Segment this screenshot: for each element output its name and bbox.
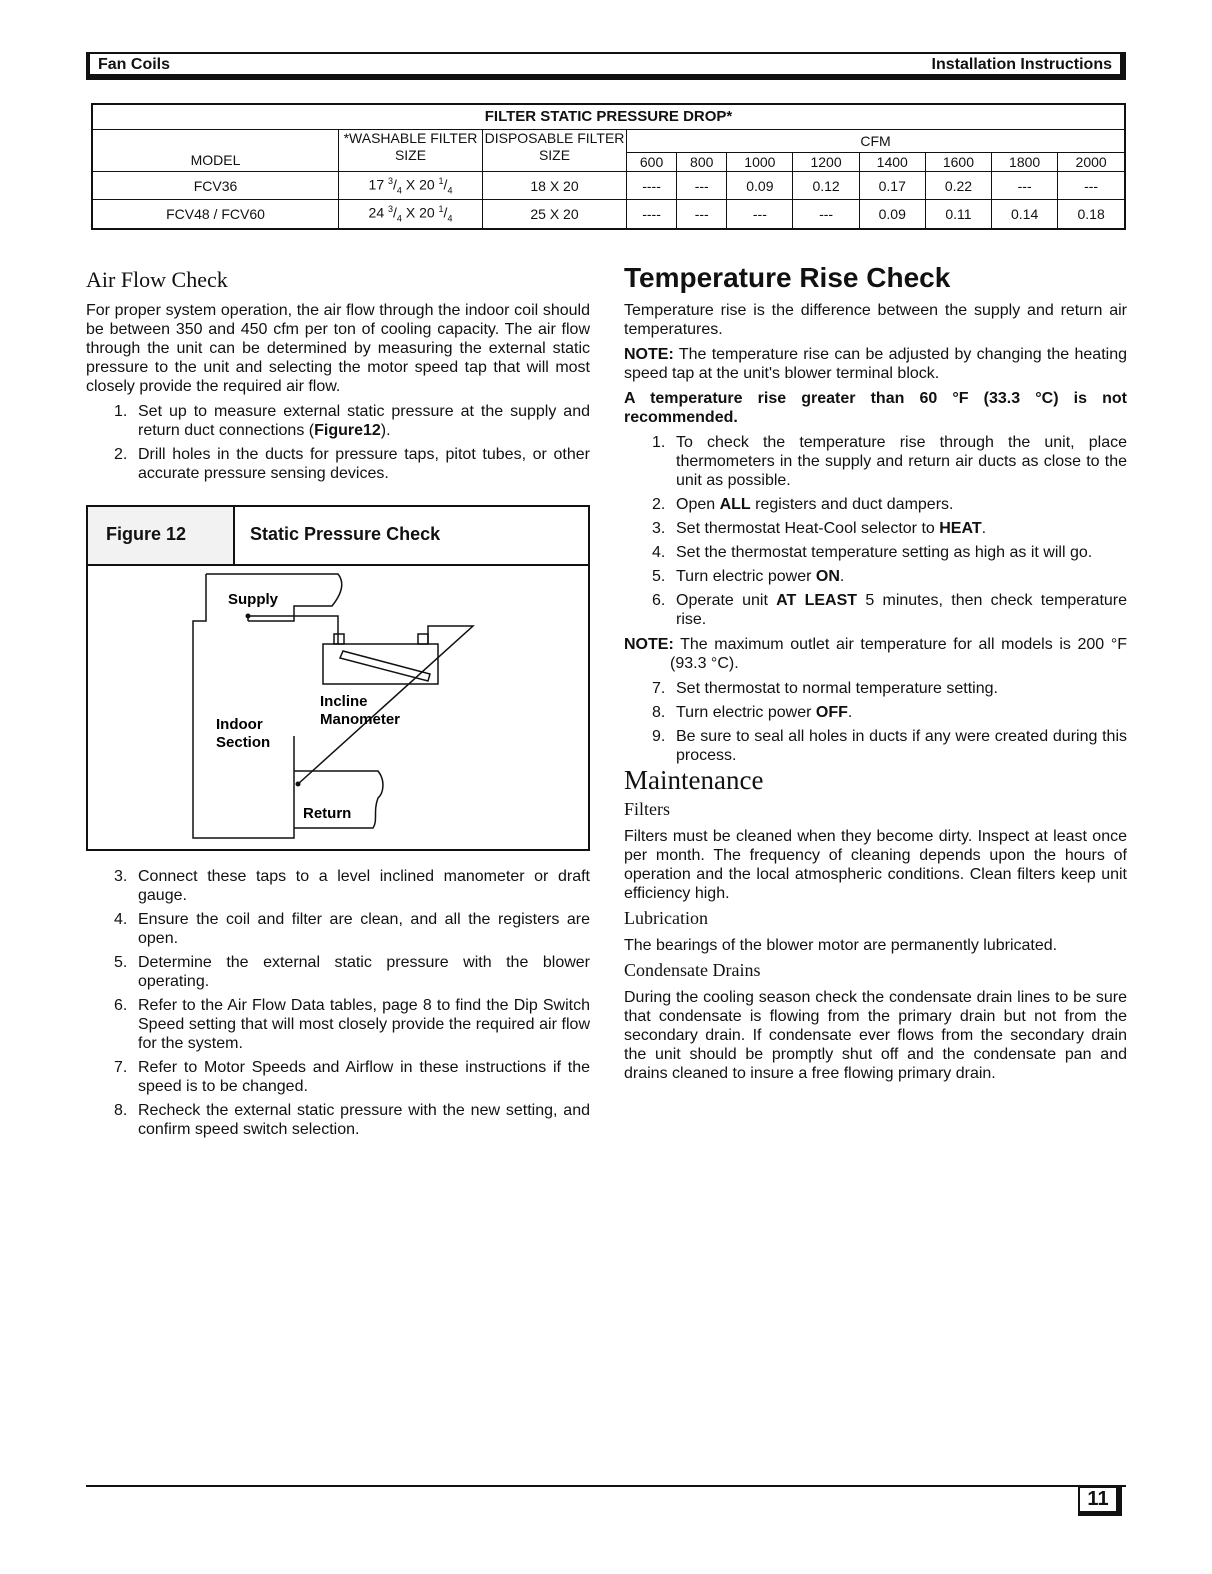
cell: 0.11 [925,200,991,229]
cell: --- [727,200,793,229]
col-disposable: DISPOSABLE FILTER SIZE [483,130,627,172]
row-model: FCV36 [92,172,339,200]
table-row [92,200,1125,229]
list-item: 9. Be sure to seal all holes in ducts if any were created during this process. [652,728,1127,764]
return-tap-icon [296,782,301,787]
header-left: Fan Coils [98,56,171,73]
figure-tab [88,507,235,566]
cfm-header: 1400 [859,153,925,172]
list-item: 3. Set thermostat Heat-Cool selector to HEAT. [652,520,987,537]
left-column [86,267,590,1145]
cell: 0.17 [859,172,925,200]
col-washable: *WASHABLE FILTER SIZE [339,130,483,172]
row-disposable: 18 X 20 [483,172,627,200]
filter-pressure-table [91,103,1126,230]
cell: --- [677,200,727,229]
cfm-header: 600 [627,153,677,172]
label-supply: Supply [228,591,279,608]
label-manometer: Manometer [320,711,401,728]
cfm-header: 1800 [992,153,1058,172]
temprise-steps [624,433,1127,629]
cell: --- [992,172,1058,200]
label-section: Section [216,734,271,751]
footer-rule [86,1485,1126,1487]
cell: 0.18 [1058,200,1125,229]
label-return: Return [303,805,352,822]
header-right: Installation Instructions [931,56,1112,73]
list-item: 2. Open ALL registers and duct dampers. [652,496,954,513]
temprise-note1: NOTE: The temperature rise can be adjusted by changing the heating speed tap at the unit's blower terminal block. [624,346,1127,382]
list-item: 4. Ensure the coil and filter are clean, and all the registers are open. [114,911,590,947]
row-washable: 17 $^3/_4$ X 20 $^1/_4$ [339,172,483,200]
cell: ---- [627,172,677,200]
lubrication-heading: Lubrication [624,908,708,928]
list-item: 6. Operate unit AT LEAST 5 minutes, then check temperature rise. [652,592,1128,628]
cell: 0.09 [727,172,793,200]
cell: 0.14 [992,200,1058,229]
filters-heading: Filters [624,799,671,819]
cfm-header: 1000 [727,153,793,172]
airflow-steps-continued [86,867,590,1139]
temprise-steps-continued [624,679,1127,765]
cell: 0.12 [793,172,859,200]
list-item: 8. Turn electric power OFF. [652,704,853,721]
list-item: 7. Set thermostat to normal temperature setting. [652,680,998,697]
cell: 0.09 [859,200,925,229]
label-indoor: Indoor [216,716,263,733]
figure-title: Static Pressure Check [250,524,441,544]
cell: ---- [627,200,677,229]
list-item: 7. Refer to Motor Speeds and Airflow in these instructions if the speed is to be changed. [114,1059,590,1095]
table-row [92,172,1125,200]
static-pressure-diagram [88,566,588,849]
list-item: 3. Connect these taps to a level inclined manometer or draft gauge. [114,868,590,904]
list-item: 8. Recheck the external static pressure with the new setting, and confirm speed switch selection. [114,1102,590,1138]
row-washable: 24 $^3/_4$ X 20 $^1/_4$ [339,200,483,229]
cfm-header: 1600 [925,153,991,172]
cell: 0.22 [925,172,991,200]
row-disposable: 25 X 20 [483,200,627,229]
list-item: 5. Determine the external static pressure with the blower operating. [114,954,590,990]
list-item: 4. Set the thermostat temperature setting as high as it will go. [652,544,1093,561]
col-model: MODEL [92,130,339,172]
right-column [624,262,1128,1089]
page-header [86,52,1126,80]
cell: --- [1058,172,1125,200]
figure-12 [86,505,590,851]
col-cfm: CFM [627,130,1126,153]
cfm-header: 800 [677,153,727,172]
cell: --- [793,200,859,229]
temprise-intro: Temperature rise is the difference between the supply and return air temperatures. [624,302,1127,338]
list-item: 5. Turn electric power ON. [652,568,845,585]
list-item: 2. Drill holes in the ducts for pressure taps, pitot tubes, or other accurate pressure sensing devices. [114,446,590,482]
label-incline: Incline [320,693,368,710]
page-number: 11 [1078,1486,1122,1516]
lubrication-text: The bearings of the blower motor are permanently lubricated. [624,937,1058,954]
cfm-header: 1200 [793,153,859,172]
supply-tap-icon [246,614,251,619]
airflow-intro: For proper system operation, the air flow through the indoor coil should be between 350 and 450 cfm per ton of cooling capacity. The air flow through the unit can be determined by measuring the external static pressure to the unit and selecting the motor speed tap that will most closely provide the required air flow. [86,302,590,395]
maintenance-heading: Maintenance [624,765,764,795]
temprise-note2: NOTE: The maximum outlet air temperature for all models is 200 °F (93.3 °C). [624,636,1127,672]
figure-label: Figure 12 [106,524,187,544]
airflow-heading: Air Flow Check [86,267,228,292]
cell: --- [677,172,727,200]
filters-text: Filters must be cleaned when they become dirty. Inspect at least once per month. The frequency of cleaning depends upon the hours of operation and the local atmospheric conditions. Clean filters keep unit efficiency high. [624,828,1127,902]
list-item: 1. Set up to measure external static pressure at the supply and return duct connections (Figure12). [114,403,590,439]
condensate-heading: Condensate Drains [624,960,761,980]
list-item: 1. To check the temperature rise through the unit, place thermometers in the supply and return air ducts as close to the unit as possible. [652,434,1127,489]
row-model: FCV48 / FCV60 [92,200,339,229]
cfm-header: 2000 [1058,153,1125,172]
temprise-heading: Temperature Rise Check [624,262,951,293]
list-item: 6. Refer to the Air Flow Data tables, page 8 to find the Dip Switch Speed setting that will most closely provide the required air flow for the system. [114,997,590,1052]
condensate-text: During the cooling season check the condensate drain lines to be sure that condensate is flowing from the primary drain but not from the secondary drain. If condensate ever flows from the secondary drain the unit should be promptly shut off and the condensate pan and drains cleaned to insure a free flowing primary drain. [624,989,1127,1082]
airflow-steps [86,402,590,483]
table-title: FILTER STATIC PRESSURE DROP* [92,104,1125,130]
temprise-warning: A temperature rise greater than 60 °F (33.3 °C) is not recommended. [624,390,1127,426]
